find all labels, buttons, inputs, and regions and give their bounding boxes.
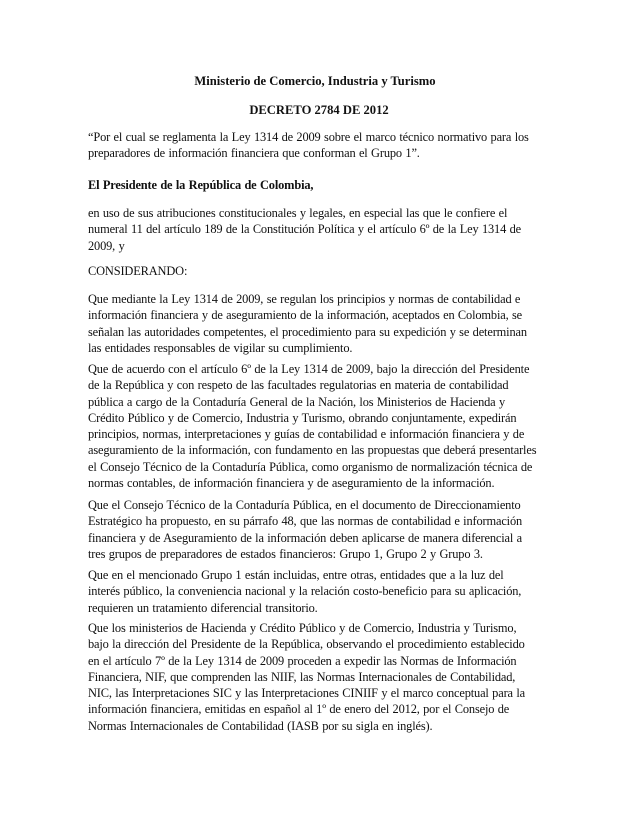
paragraph-line: Que de acuerdo con el artículo 6º de la Ley 1314 de 2009, bajo la dirección del Presidente <box>88 362 530 376</box>
paragraph-line: Financiera, NIF, que comprenden las NIIF, las Normas Internacionales de Contabilidad, <box>88 669 516 684</box>
paragraph-5 <box>88 620 550 734</box>
paragraph-line: de la República y con respeto de las facultades regulatorias en materia de contabilidad <box>88 378 509 393</box>
paragraph-line: principios, normas, interpretaciones y guías de contabilidad e información financiera y de <box>88 427 525 442</box>
paragraph-line: Que en el mencionado Grupo 1 están incluidas, entre otras, entidades que a la luz del <box>88 568 504 582</box>
ministry-heading: Ministerio de Comercio, Industria y Turismo <box>194 74 436 88</box>
paragraph-line: requieren un tratamiento diferencial transitorio. <box>88 600 318 615</box>
paragraph-line: Normas Internacionales de Contabilidad (IASB por su sigla en inglés). <box>88 718 433 733</box>
paragraph-line: señalan las autoridades competentes, el procedimiento para su expedición y se determinan <box>88 324 527 339</box>
paragraph-line: normas contables, de información financiera y de aseguramiento de la información. <box>88 476 495 491</box>
paragraph-1 <box>88 291 550 356</box>
paragraph-line: Crédito Público y de Comercio, Industria y Turismo, obrando conjuntamente, expedirán <box>88 410 517 425</box>
paragraph-4 <box>88 567 550 616</box>
paragraph-line: información financiera, emitidas en español al 1º de enero del 2012, por el Consejo de <box>88 702 510 717</box>
paragraph-line: Que el Consejo Técnico de la Contaduría Pública, en el documento de Direccionamiento <box>88 498 521 512</box>
paragraph-2 <box>88 361 550 491</box>
decree-heading: DECRETO 2784 DE 2012 <box>249 103 389 117</box>
paragraph-line: en el artículo 7º de la Ley 1314 de 2009 proceden a expedir las Normas de Información <box>88 653 517 668</box>
paragraph-line: pública a cargo de la Contaduría General de la Nación, los Ministerios de Hacienda y <box>88 394 506 409</box>
paragraph-line: Estratégico ha propuesto, en su párrafo 48, que las normas de contabilidad e información <box>88 514 523 529</box>
paragraph-line: aseguramiento de la información, con fundamento en las propuestas que deberá presentarles <box>88 443 537 458</box>
summary-line: preparadores de información financiera que conforman el Grupo 1”. <box>88 146 420 161</box>
powers-paragraph <box>88 205 550 254</box>
paragraph-line: bajo la dirección del Presidente de la República, observando el procedimiento establecido <box>88 637 525 652</box>
paragraph-line: las entidades responsables de vigilar su cumplimiento. <box>88 340 353 355</box>
considering-heading: CONSIDERANDO: <box>88 264 188 278</box>
powers-line: en uso de sus atribuciones constitucionales y legales, en especial las que le confiere el <box>88 206 508 220</box>
powers-line: 2009, y <box>88 238 125 253</box>
paragraph-line: información financiera y de aseguramiento de la información, aceptados en Colombia, se <box>88 308 523 323</box>
paragraph-line: NIC, las Interpretaciones SIC y las Interpretaciones CINIIF y el marco conceptual para la <box>88 686 525 701</box>
summary-line: “Por el cual se reglamenta la Ley 1314 de 2009 sobre el marco técnico normativo para los <box>88 130 529 144</box>
decree-summary <box>88 129 550 162</box>
paragraph-line: el Consejo Técnico de la Contaduría Pública, como organismo de normalización técnica de <box>88 459 533 474</box>
paragraph-3 <box>88 497 550 562</box>
powers-line: numeral 11 del artículo 189 de la Constitución Política y el artículo 6º de la Ley 1314 de <box>88 222 521 237</box>
paragraph-line: interés público, la conveniencia nacional y la relación costo-beneficio para su aplicación, <box>88 584 522 599</box>
president-heading: El Presidente de la República de Colombia, <box>88 178 314 192</box>
paragraph-line: tres grupos de preparadores de estados financieros: Grupo 1, Grupo 2 y Grupo 3. <box>88 546 483 561</box>
paragraph-line: Que los ministerios de Hacienda y Crédito Público y de Comercio, Industria y Turismo, <box>88 621 517 635</box>
paragraph-line: financiera y de Aseguramiento de la información deben aplicarse de manera diferencial a <box>88 530 522 545</box>
paragraph-line: Que mediante la Ley 1314 de 2009, se regulan los principios y normas de contabilidad e <box>88 292 521 306</box>
